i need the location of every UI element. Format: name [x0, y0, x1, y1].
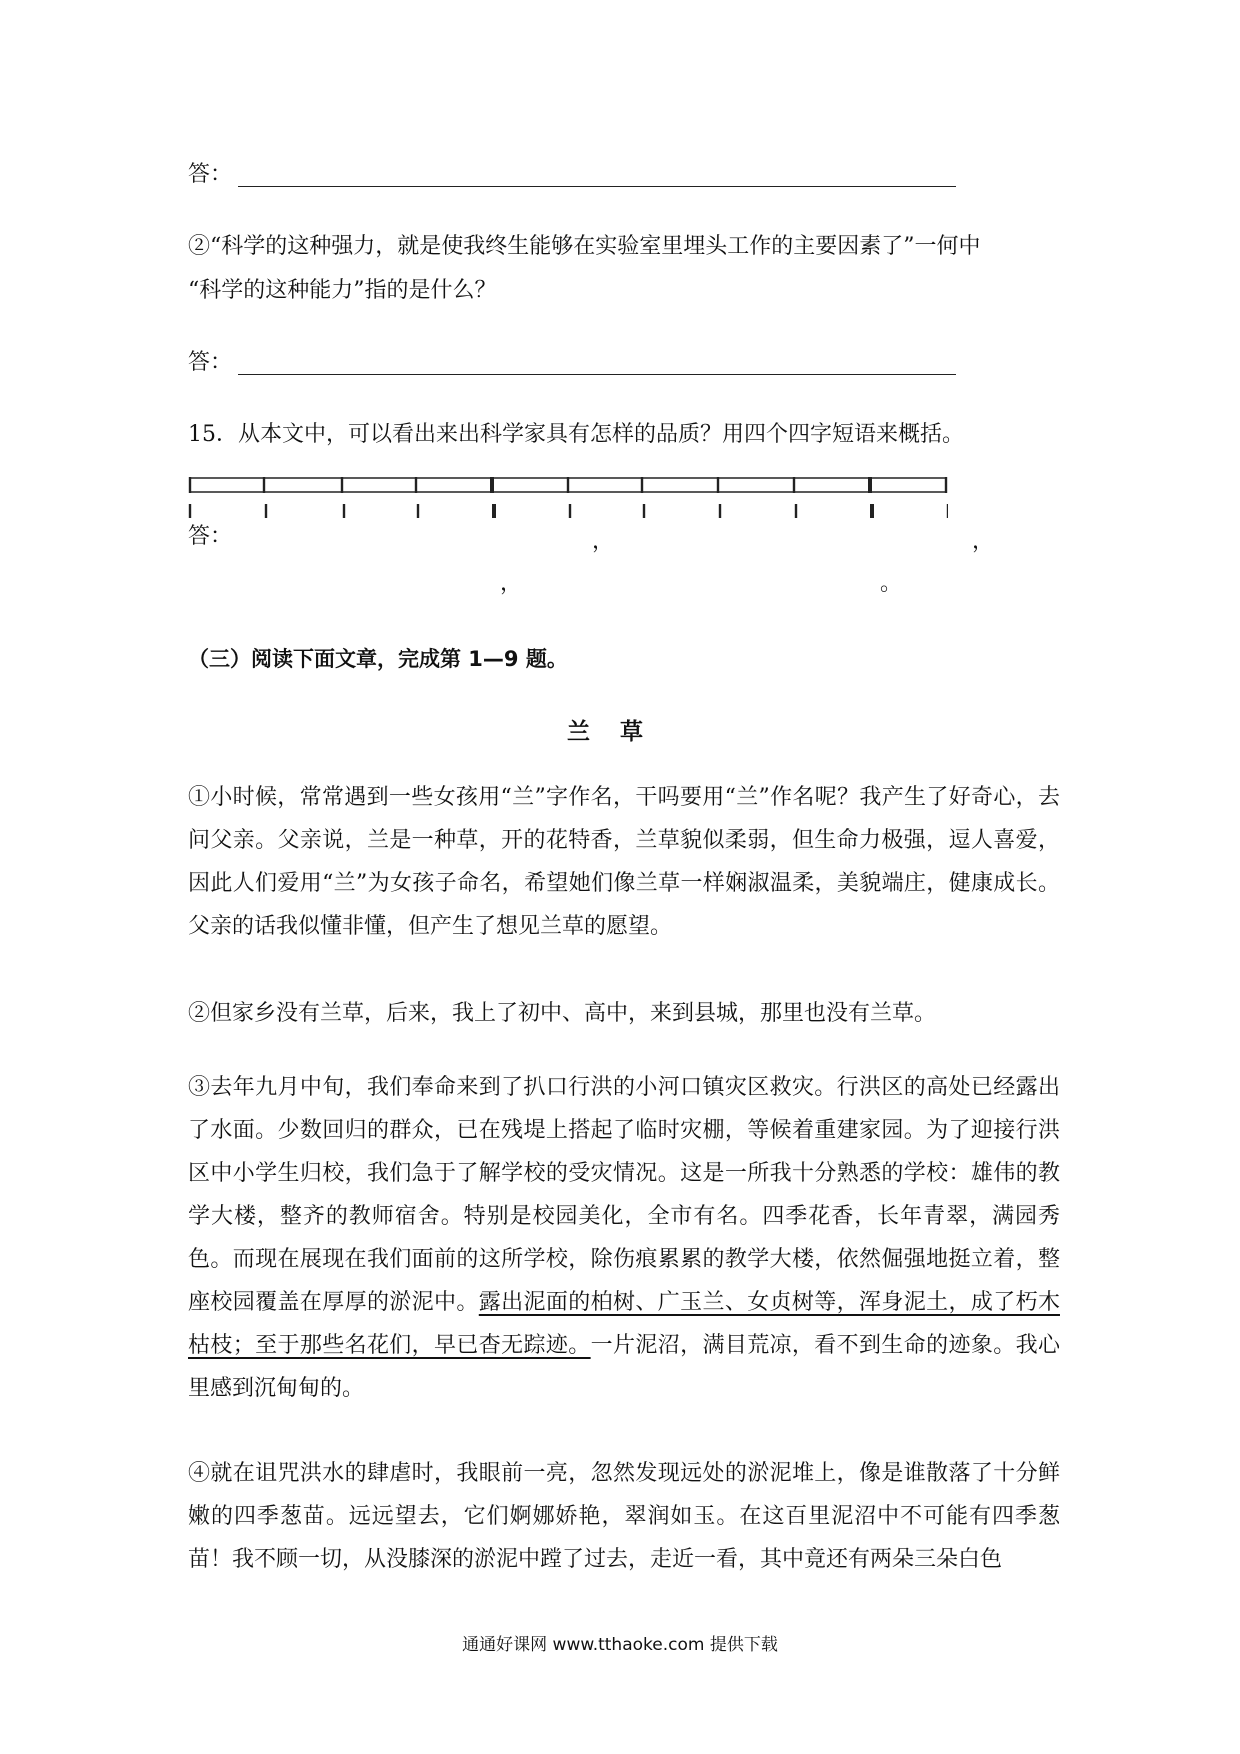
question-15: 15．从本文中，可以看出来出科学家具有怎样的品质？用四个四字短语来概括。	[188, 422, 964, 447]
question-14-2-line-2: “科学的这种能力”指的是什么？	[188, 278, 497, 303]
underlined-sentence: 露出泥面的柏树、广玉兰、女贞树等，浑身泥土，成了朽木枯枝；至于那些名花们，早已杳无踪迹。	[188, 1290, 1060, 1358]
answer-label: 答：	[188, 524, 233, 549]
answer-period: 。	[880, 571, 903, 596]
answer-label: 答：	[188, 162, 233, 187]
paragraph-3	[188, 1066, 1060, 1410]
paragraph-3-text-end: 一片泥沼，满目荒凉，看不到生命的迹象。我心里感到沉甸甸的。	[188, 1333, 1060, 1401]
answer-label: 答：	[188, 350, 233, 375]
question-14-2-line-1: ②“科学的这种强力，就是使我终生能够在实验室里埋头工作的主要因素了”一何中	[188, 234, 981, 259]
paragraph-3-text: ③去年九月中旬，我们奉命来到了扒口行洪的小河口镇灾区救灾。行洪区的高处已经露出了水面。少数回归的群众，已在残堤上搭起了临时灾棚，等候着重建家园。为了迎接行洪区中小学生归校，我们急于了解学校的受灾情况。这是一所我十分熟悉的学校：雄伟的教学大楼，整齐的教师宿舍。特别是校园美化，全市有名。四季花香，长年青翠，满园秀色。而现在展现在我们面前的这所学校，除伤痕累累的教学大楼，依然倔强地挺立着，整座校园覆盖在厚厚的淤泥中。	[188, 1075, 1060, 1315]
answer-line-2	[188, 348, 232, 378]
answer-grid[interactable]	[188, 476, 948, 520]
paragraph-1: ①小时候，常常遇到一些女孩用“兰”字作名，干吗要用“兰”作名呢？我产生了好奇心，去问父亲。父亲说，兰是一种草，开的花特香，兰草貌似柔弱，但生命力极强，逗人喜爱，因此人们爱用“兰”为女孩子命名，希望她们像兰草一样娴淑温柔，美貌端庄，健康成长。父亲的话我似懂非懂，但产生了想见兰草的愿望。	[188, 785, 1060, 939]
answer-line-3	[188, 522, 232, 552]
answer-line-1	[188, 160, 232, 190]
answer-comma-2: ，	[972, 529, 995, 554]
answer-comma-3: ，	[500, 571, 523, 596]
footer: 通通好课网 www.tthaoke.com 提供下载	[462, 1635, 778, 1655]
paragraph-2: ②但家乡没有兰草，后来，我上了初中、高中，来到县城，那里也没有兰草。	[188, 1001, 937, 1026]
section-heading: （三）阅读下面文章，完成第 1—9 题。	[188, 647, 568, 671]
answer-blank-1[interactable]	[238, 186, 956, 187]
article-title: 兰草	[567, 719, 673, 745]
answer-comma-1: ，	[592, 529, 615, 554]
paragraph-4: ④就在诅咒洪水的肆虐时，我眼前一亮，忽然发现远处的淤泥堆上，像是谁散落了十分鲜嫩的四季葱苗。远远望去，它们婀娜娇艳，翠润如玉。在这百里泥沼中不可能有四季葱苗！我不顾一切，从没膝深的淤泥中蹚了过去，走近一看，其中竟还有两朵三朵白色	[188, 1461, 1060, 1572]
answer-blank-2[interactable]	[238, 374, 956, 375]
